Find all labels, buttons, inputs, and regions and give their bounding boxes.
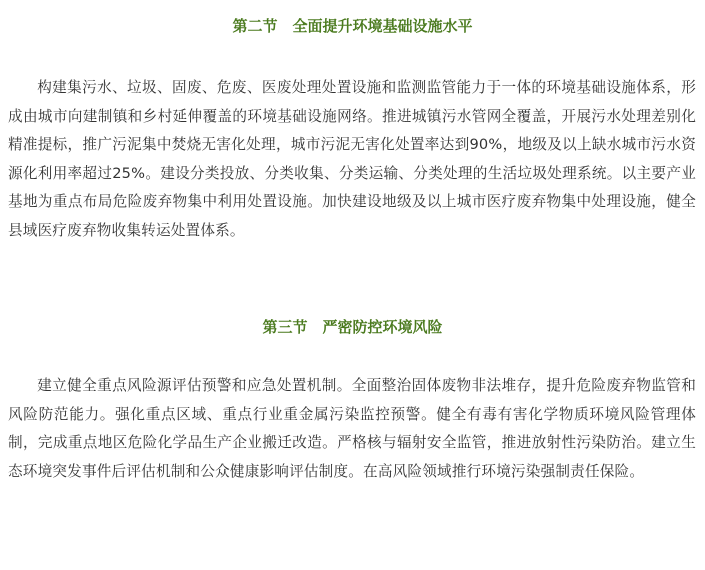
- section-2-paragraph: 构建集污水、垃圾、固废、危废、医废处理处置设施和监测监管能力于一体的环境基础设施体系，形成由城市向建制镇和乡村延伸覆盖的环境基础设施网络。推进城镇污水管网全覆盖，开展污水处理差别化精准提标，推广污泥集中焚烧无害化处理，城市污泥无害化处置率达到90%，地级及以上缺水城市污水资源化利用率超过25%。建设分类投放、分类收集、分类运输、分类处理的生活垃圾处理系统。以主要产业基地为重点布局危险废弃物集中利用处置设施。加快建设地级及以上城市医疗废弃物集中处理设施，健全县域医疗废弃物收集转运处置体系。: [8, 79, 696, 239]
- section-3-paragraph: 建立健全重点风险源评估预警和应急处置机制。全面整治固体废物非法堆存，提升危险废弃物监管和风险防范能力。强化重点区域、重点行业重金属污染监控预警。健全有毒有害化学物质环境风险管理体制，完成重点地区危险化学品生产企业搬迁改造。严格核与辐射安全监管，推进放射性污染防治。建立生态环境突发事件后评估机制和公众健康影响评估制度。在高风险领域推行环境污染强制责任保险。: [8, 377, 696, 480]
- section-2-heading: 第二节 全面提升环境基础设施水平: [232, 17, 473, 35]
- section-3-heading: 第三节 严密防控环境风险: [262, 318, 443, 336]
